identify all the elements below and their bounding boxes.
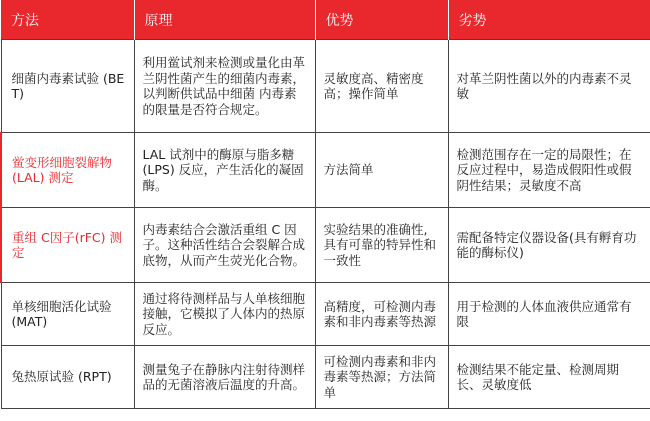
principle-cell: LAL 试剂中的酶原与脂多糖 (LPS) 反应，产生活化的凝固酶。 bbox=[134, 133, 315, 208]
method-cell: 兔热原试验 (RPT) bbox=[1, 346, 134, 409]
method-cell: 鲎变形细胞裂解物 (LAL) 测定 bbox=[1, 133, 134, 208]
principle-cell: 通过将待测样品与人单核细胞接触，它模拟了人体内的热原反应。 bbox=[134, 283, 315, 346]
advantage-cell: 灵敏度高、精密度高；操作简单 bbox=[315, 40, 448, 133]
disadvantage-cell: 检测结果不能定量、检测周期长、灵敏度低 bbox=[448, 346, 650, 409]
table-row bbox=[1, 208, 650, 283]
principle-cell: 测量兔子在静脉内注射待测样品的无菌溶液后温度的升高。 bbox=[134, 346, 315, 409]
table-row bbox=[1, 133, 650, 208]
method-cell: 细菌内毒素试验 (BET) bbox=[1, 40, 134, 133]
header-disadvantage: 劣势 bbox=[448, 0, 650, 40]
table-row bbox=[1, 40, 650, 133]
header-row bbox=[1, 0, 650, 40]
table-row bbox=[1, 346, 650, 409]
method-cell: 重组 C因子(rFC) 测定 bbox=[1, 208, 134, 283]
header-method: 方法 bbox=[1, 0, 134, 40]
header-principle: 原理 bbox=[134, 0, 315, 40]
principle-cell: 利用鲎试剂来检测或量化由革兰阴性菌产生的细菌内毒素，以判断供试品中细菌 内毒素的限量是否符合规定。 bbox=[134, 40, 315, 133]
advantage-cell: 实验结果的准确性,具有可靠的特异性和一致性 bbox=[315, 208, 448, 283]
principle-cell: 内毒素结合会激活重组 C 因子。这种活性结合会裂解合成底物，从而产生荧光化合物。 bbox=[134, 208, 315, 283]
method-cell: 单核细胞活化试验 (MAT) bbox=[1, 283, 134, 346]
table-row bbox=[1, 283, 650, 346]
header-advantage: 优势 bbox=[315, 0, 448, 40]
table-header bbox=[1, 0, 650, 40]
disadvantage-cell: 需配备特定仪器设备(具有孵育功能的酶标仪) bbox=[448, 208, 650, 283]
disadvantage-cell: 对革兰阴性菌以外的内毒素不灵敏 bbox=[448, 40, 650, 133]
disadvantage-cell: 检测范围存在一定的局限性；在反应过程中，易造成假阳性或假阴性结果；灵敏度不高 bbox=[448, 133, 650, 208]
table-body bbox=[1, 40, 650, 409]
disadvantage-cell: 用于检测的人体血液供应通常有限 bbox=[448, 283, 650, 346]
advantage-cell: 方法简单 bbox=[315, 133, 448, 208]
advantage-cell: 高精度，可检测内毒素和非内毒素等热源 bbox=[315, 283, 448, 346]
advantage-cell: 可检测内毒素和非内毒素等热源；方法简单 bbox=[315, 346, 448, 409]
